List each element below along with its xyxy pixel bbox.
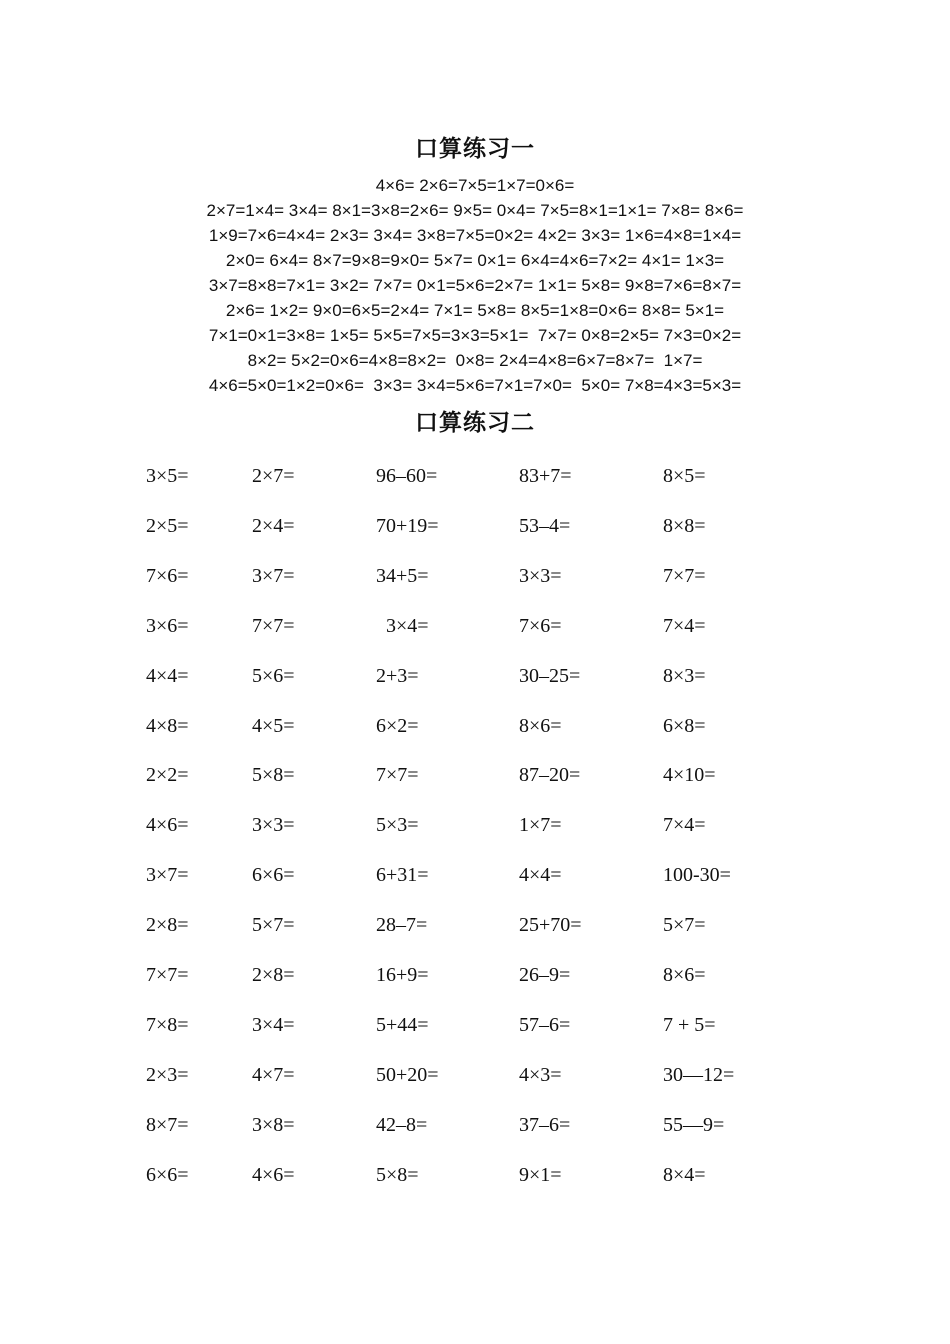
problem-row xyxy=(0,461,950,491)
problem-cell: 6+31= xyxy=(376,864,429,886)
problem-cell: 55—9= xyxy=(663,1114,725,1136)
problem-row xyxy=(0,1010,950,1040)
problem-row xyxy=(0,1060,950,1090)
drill-line: 3×7=8×8=7×1= 3×2= 7×7= 0×1=5×6=2×7= 1×1= 5×8= 9×8=7×6=8×7= xyxy=(208,276,742,295)
drill-line: 2×6= 1×2= 9×0=6×5=2×4= 7×1= 5×8= 8×5=1×8=0×6= 8×8= 5×1= xyxy=(225,301,725,320)
problem-cell: 4×5= xyxy=(252,715,295,737)
problem-cell: 2×2= xyxy=(146,764,189,786)
problem-cell: 7×7= xyxy=(663,565,706,587)
problem-cell: 2×5= xyxy=(146,515,189,537)
problem-cell: 4×8= xyxy=(146,715,189,737)
problem-cell: 2×8= xyxy=(252,964,295,986)
problem-cell: 57–6= xyxy=(519,1014,571,1036)
problem-row xyxy=(0,561,950,591)
problem-cell: 4×6= xyxy=(252,1164,295,1186)
problem-cell: 7×7= xyxy=(252,615,295,637)
problem-cell: 7×7= xyxy=(376,764,419,786)
problem-row xyxy=(0,960,950,990)
problem-cell: 2×4= xyxy=(252,515,295,537)
problem-cell: 6×2= xyxy=(376,715,419,737)
problem-cell: 5×3= xyxy=(376,814,419,836)
problem-cell: 26–9= xyxy=(519,964,571,986)
problem-cell: 5+44= xyxy=(376,1014,429,1036)
problem-cell: 6×6= xyxy=(252,864,295,886)
problem-cell: 8×7= xyxy=(146,1114,189,1136)
problem-cell: 7×4= xyxy=(663,814,706,836)
problem-cell: 7 + 5= xyxy=(663,1014,716,1036)
problem-cell: 4×7= xyxy=(252,1064,295,1086)
section-title-2: 口算练习二 xyxy=(415,410,535,436)
problem-cell: 4×10= xyxy=(663,764,716,786)
problem-cell: 7×6= xyxy=(519,615,562,637)
problem-cell: 4×4= xyxy=(519,864,562,886)
problem-cell: 5×8= xyxy=(252,764,295,786)
problem-row xyxy=(0,910,950,940)
problem-cell: 2×8= xyxy=(146,914,189,936)
problem-cell: 3×7= xyxy=(146,864,189,886)
problem-cell: 8×6= xyxy=(663,964,706,986)
problem-row xyxy=(0,511,950,541)
problem-cell: 8×3= xyxy=(663,665,706,687)
problem-cell: 42–8= xyxy=(376,1114,428,1136)
problem-cell: 53–4= xyxy=(519,515,571,537)
drill-line: 1×9=7×6=4×4= 2×3= 3×4= 3×8=7×5=0×2= 4×2= 3×3= 1×6=4×8=1×4= xyxy=(208,226,742,245)
problem-cell: 2×3= xyxy=(146,1064,189,1086)
problem-cell: 3×3= xyxy=(252,814,295,836)
problem-cell: 7×6= xyxy=(146,565,189,587)
problem-cell: 4×3= xyxy=(519,1064,562,1086)
problem-cell: 2+3= xyxy=(376,665,419,687)
problem-cell: 8×5= xyxy=(663,465,706,487)
section-title-1: 口算练习一 xyxy=(415,136,535,162)
problem-cell: 30—12= xyxy=(663,1064,735,1086)
drill-line: 8×2= 5×2=0×6=4×8=8×2= 0×8= 2×4=4×8=6×7=8×7= 1×7= xyxy=(247,351,703,370)
problem-cell: 6×6= xyxy=(146,1164,189,1186)
problem-cell: 50+20= xyxy=(376,1064,439,1086)
problem-row xyxy=(0,1110,950,1140)
problem-cell: 96–60= xyxy=(376,465,438,487)
problem-cell: 3×8= xyxy=(252,1114,295,1136)
problem-cell: 87–20= xyxy=(519,764,581,786)
problem-cell: 25+70= xyxy=(519,914,582,936)
problem-cell: 3×7= xyxy=(252,565,295,587)
problem-cell: 7×8= xyxy=(146,1014,189,1036)
problem-cell: 16+9= xyxy=(376,964,429,986)
drill-line: 2×7=1×4= 3×4= 8×1=3×8=2×6= 9×5= 0×4= 7×5=8×1=1×1= 7×8= 8×6= xyxy=(206,201,744,220)
problem-cell: 6×8= xyxy=(663,715,706,737)
problem-cell: 83+7= xyxy=(519,465,572,487)
problem-cell: 5×7= xyxy=(252,914,295,936)
drill-line: 2×0= 6×4= 8×7=9×8=9×0= 5×7= 0×1= 6×4=4×6=7×2= 4×1= 1×3= xyxy=(225,251,725,270)
problem-cell: 8×4= xyxy=(663,1164,706,1186)
problem-cell: 5×6= xyxy=(252,665,295,687)
problem-cell: 5×8= xyxy=(376,1164,419,1186)
problem-cell: 70+19= xyxy=(376,515,439,537)
problem-row xyxy=(0,810,950,840)
problem-cell: 3×4= xyxy=(376,615,429,637)
drill-line: 4×6= 2×6=7×5=1×7=0×6= xyxy=(375,176,575,195)
problem-cell: 28–7= xyxy=(376,914,428,936)
problem-cell: 5×7= xyxy=(663,914,706,936)
problem-cell: 9×1= xyxy=(519,1164,562,1186)
problem-cell: 3×5= xyxy=(146,465,189,487)
problem-cell: 1×7= xyxy=(519,814,562,836)
problem-row xyxy=(0,1160,950,1190)
problem-cell: 2×7= xyxy=(252,465,295,487)
problem-cell: 7×7= xyxy=(146,964,189,986)
drill-line: 4×6=5×0=1×2=0×6= 3×3= 3×4=5×6=7×1=7×0= 5×0= 7×8=4×3=5×3= xyxy=(208,376,742,395)
problem-row xyxy=(0,611,950,641)
problem-row xyxy=(0,860,950,890)
problem-row xyxy=(0,760,950,790)
problem-cell: 7×4= xyxy=(663,615,706,637)
problem-cell: 30–25= xyxy=(519,665,581,687)
problem-row xyxy=(0,661,950,691)
problem-cell: 34+5= xyxy=(376,565,429,587)
problem-cell: 8×8= xyxy=(663,515,706,537)
drill-line: 7×1=0×1=3×8= 1×5= 5×5=7×5=3×3=5×1= 7×7= 0×8=2×5= 7×3=0×2= xyxy=(208,326,742,345)
problem-cell: 3×6= xyxy=(146,615,189,637)
problem-cell: 3×4= xyxy=(252,1014,295,1036)
problem-cell: 4×6= xyxy=(146,814,189,836)
problem-cell: 100-30= xyxy=(663,864,731,886)
problem-cell: 37–6= xyxy=(519,1114,571,1136)
problem-cell: 3×3= xyxy=(519,565,562,587)
problem-row xyxy=(0,711,950,741)
problem-cell: 4×4= xyxy=(146,665,189,687)
problem-cell: 8×6= xyxy=(519,715,562,737)
